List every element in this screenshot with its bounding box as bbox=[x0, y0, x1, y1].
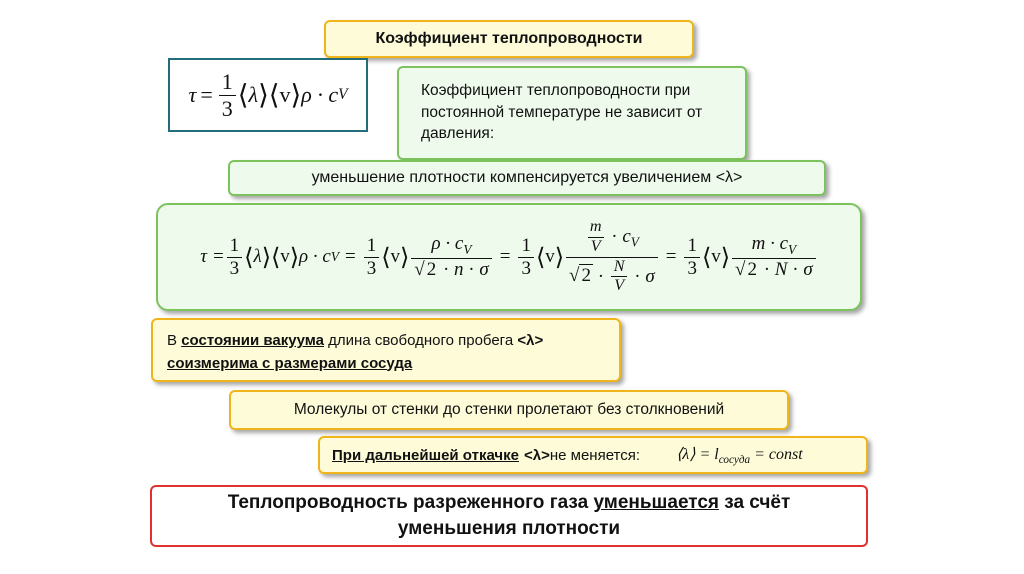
rho-c-symbol: ρ · c bbox=[301, 82, 339, 107]
m-symbol: m bbox=[589, 217, 602, 235]
sqrt-radicand: 2 bbox=[747, 258, 757, 280]
velocity-symbol: v bbox=[545, 246, 555, 267]
equals-sign: = bbox=[499, 246, 511, 267]
molecules-text: Молекулы от стенки до стенки пролетают без столкновений bbox=[293, 401, 725, 418]
note-text: Коэффициент теплопроводности при постоянной температуре не зависит от давления: bbox=[421, 82, 703, 143]
angle-close: ⟩ bbox=[720, 244, 731, 271]
fraction-numerator: 1 bbox=[366, 234, 377, 256]
fraction-denominator: 3 bbox=[684, 257, 700, 279]
molecules-box bbox=[229, 390, 789, 430]
fraction-numerator: 1 bbox=[521, 234, 531, 256]
vacuum-line-2: соизмерима с размерами сосуда bbox=[167, 354, 413, 372]
vacuum-box bbox=[151, 318, 621, 382]
sigma-symbol: σ bbox=[645, 265, 655, 287]
rho-c-symbol: ρ · c bbox=[299, 246, 331, 267]
angle-open: ⟨ bbox=[270, 244, 281, 271]
title-box bbox=[324, 20, 694, 58]
subscript-v: V bbox=[788, 241, 797, 257]
fraction-numerator: 1 bbox=[687, 234, 697, 256]
main-formula-box bbox=[168, 58, 368, 132]
page-title: Коэффициент теплопроводности bbox=[375, 30, 643, 47]
fraction-numerator bbox=[429, 234, 475, 258]
fraction-denominator: 3 bbox=[219, 95, 236, 120]
angle-close: ⟩ bbox=[258, 79, 269, 110]
subscript-v: V bbox=[330, 249, 339, 264]
compensation-box bbox=[228, 160, 826, 196]
one-third-fraction bbox=[227, 236, 243, 279]
conclusion-box bbox=[150, 485, 868, 547]
equals-sign: = bbox=[200, 82, 213, 107]
vacuum-term: состоянии вакуума bbox=[181, 332, 324, 349]
conclusion-line-1 bbox=[228, 490, 791, 516]
angle-close: ⟩ bbox=[554, 244, 564, 271]
sqrt-symbol: √ 2 bbox=[569, 265, 591, 287]
angle-open: ⟨ bbox=[244, 244, 254, 271]
angle-close: ⟩ bbox=[289, 244, 300, 271]
formula-chain-box bbox=[156, 203, 862, 311]
pumping-rest: не меняется: bbox=[549, 446, 641, 464]
angle-close: ⟩ bbox=[290, 79, 302, 110]
velocity-symbol: v bbox=[279, 82, 291, 107]
one-third-fraction bbox=[518, 236, 534, 279]
angle-open: ⟨ bbox=[535, 244, 546, 271]
m-over-v-fraction bbox=[587, 219, 605, 256]
sigma-symbol: σ bbox=[803, 258, 813, 280]
pumping-formula-lhs: ⟨λ⟩ = l bbox=[676, 445, 719, 463]
tau-symbol: τ bbox=[188, 82, 197, 107]
rho-c-symbol: ρ · c bbox=[431, 233, 464, 255]
vacuum-line-1 bbox=[167, 330, 607, 353]
sqrt-symbol: √ 2 bbox=[735, 258, 757, 280]
c-symbol: c bbox=[622, 225, 631, 247]
n-symbol: n bbox=[454, 258, 464, 280]
volume-symbol: V bbox=[588, 237, 604, 256]
velocity-symbol: v bbox=[711, 246, 721, 267]
volume-symbol: V bbox=[611, 276, 627, 295]
lambda-mean-path: <λ> bbox=[517, 332, 544, 349]
fraction-denominator: 3 bbox=[364, 257, 380, 279]
sqrt-radicand: 2 bbox=[581, 265, 591, 287]
note-box bbox=[397, 66, 747, 160]
fraction-denominator: √ 2 · $\frac{N}{V}$ · σ bbox=[566, 257, 658, 296]
pumping-box bbox=[318, 436, 868, 474]
angle-open: ⟨ bbox=[381, 244, 391, 271]
n-count-symbol: N bbox=[774, 258, 788, 280]
subscript-v: V bbox=[630, 234, 639, 250]
fraction-denominator: √ 2 · n · σ bbox=[411, 258, 491, 280]
nested-fraction bbox=[566, 219, 658, 296]
fraction-numerator bbox=[749, 234, 800, 258]
angle-open: ⟨ bbox=[237, 79, 249, 110]
one-third-fraction bbox=[364, 236, 380, 279]
angle-open: ⟨ bbox=[701, 244, 712, 271]
equals-sign: = bbox=[344, 246, 356, 267]
n-count-symbol: N bbox=[613, 257, 625, 275]
angle-close: ⟩ bbox=[261, 244, 271, 271]
pumping-formula-sub: сосуда bbox=[718, 454, 751, 467]
pumping-formula bbox=[676, 444, 803, 466]
conclusion-term: уменьшается bbox=[593, 492, 719, 514]
velocity-symbol: v bbox=[390, 246, 400, 267]
angle-close: ⟩ bbox=[399, 244, 410, 271]
subscript-v: V bbox=[463, 241, 472, 257]
tau-equals: τ = bbox=[200, 246, 225, 267]
equals-sign: = bbox=[665, 246, 677, 267]
vacuum-middle: длина свободного пробега bbox=[323, 332, 518, 349]
one-third-fraction bbox=[684, 236, 700, 279]
fraction-numerator: 1 bbox=[229, 234, 240, 256]
n-over-v-fraction bbox=[611, 259, 628, 296]
fraction-numerator: $\frac{m}{V}$ · $c_V$ bbox=[582, 219, 642, 257]
pumping-formula-end: = const bbox=[750, 445, 803, 463]
sigma-symbol: σ bbox=[479, 258, 489, 280]
conclusion-part-1: Теплопроводность разреженного газа bbox=[227, 492, 594, 514]
velocity-symbol: v bbox=[280, 246, 290, 267]
sqrt-radicand: 2 bbox=[426, 258, 437, 280]
conclusion-line-2: уменьшения плотности bbox=[397, 518, 621, 539]
fraction-denominator: 3 bbox=[227, 257, 243, 279]
one-third-fraction bbox=[219, 70, 236, 119]
subscript-v: V bbox=[338, 86, 348, 103]
lambda-symbol: λ bbox=[248, 82, 259, 107]
vacuum-prefix: В bbox=[167, 332, 182, 349]
rho-over-n-sigma-fraction bbox=[411, 234, 491, 280]
pumping-term: При дальнейшей откачке bbox=[332, 446, 519, 464]
angle-open: ⟨ bbox=[268, 79, 280, 110]
fraction-numerator: 1 bbox=[221, 69, 233, 95]
compensation-text: уменьшение плотности компенсируется увеличением <λ> bbox=[311, 169, 743, 186]
fraction-denominator: 3 bbox=[518, 257, 534, 279]
mc-symbol: m · c bbox=[751, 233, 788, 255]
lambda-symbol: λ bbox=[253, 246, 262, 267]
fraction-denominator: √ 2 · N · σ bbox=[732, 258, 816, 280]
lambda-mean-path: <λ> bbox=[523, 446, 550, 464]
mc-over-nsigma-fraction bbox=[732, 234, 816, 280]
sqrt-symbol: √ 2 bbox=[414, 258, 437, 280]
conclusion-part-2: за счёт bbox=[718, 492, 791, 514]
